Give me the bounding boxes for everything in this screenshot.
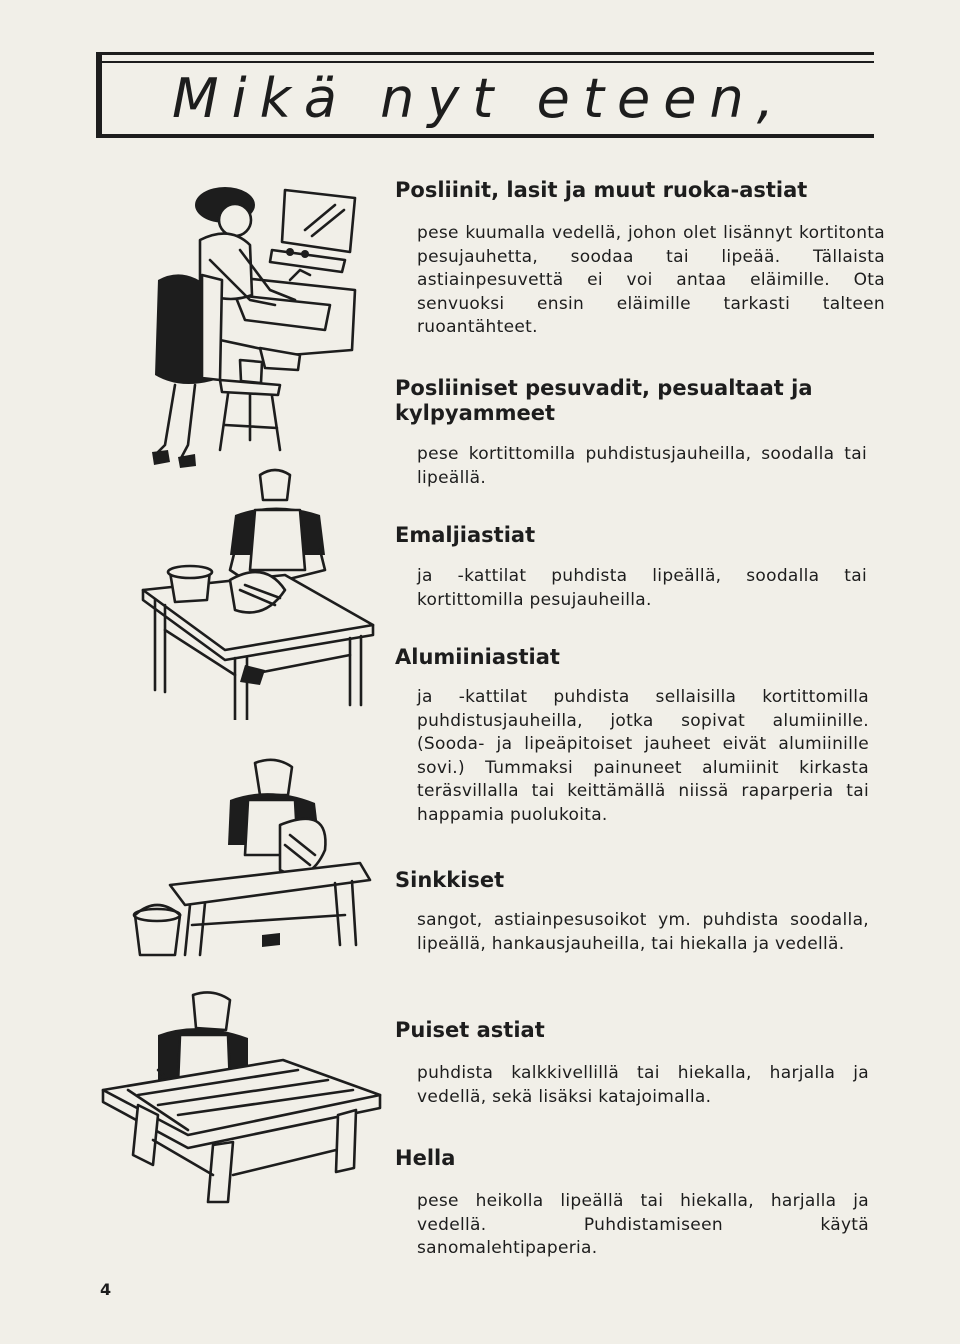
section-washbasins: [395, 376, 867, 490]
title-banner: [96, 52, 874, 138]
section-text: pese heikolla lipeällä tai hiekalla, harjalla ja vedellä. Puhdistamiseen käytä sanomalehtipaperia.: [417, 1191, 869, 1258]
section-heading: Hella: [395, 1146, 456, 1170]
section-heading: Emaljiastiat: [395, 523, 536, 547]
section-heading: Alumiiniastiat: [395, 645, 560, 669]
section-text: ja -kattilat puhdista sellaisilla kortittomilla puhdistusjauheilla, jotka sopivat alumiinille. (Sooda- ja lipeäpitoiset jauheet eivät alumiinille sovi.) Tummaksi painuneet alumiinit kirkasta teräsvillalla tai keittämällä niissä raparperia tai happamia puolukoita.: [417, 687, 869, 825]
illustration-woman-at-sink: [140, 180, 370, 470]
section-stove: [395, 1146, 885, 1261]
section-text: puhdista kalkkivellillä tai hiekalla, harjalla ja vedellä, sekä lisäksi katajoimalla.: [417, 1063, 869, 1107]
section-heading: Posliiniset pesuvadit, pesualtaat ja kylpyammeet: [395, 376, 813, 425]
page-number: 4: [100, 1280, 112, 1299]
section-wooden: [395, 1018, 885, 1109]
section-heading: Posliinit, lasit ja muut ruoka-astiat: [395, 178, 808, 202]
illustration-wooden-table: [98, 990, 383, 1205]
illustration-bench-bucket: [130, 755, 380, 960]
section-text: sangot, astiainpesusoikot ym. puhdista soodalla, lipeällä, hankausjauheilla, tai hiekalla ja vedellä.: [417, 910, 869, 954]
illustration-table-pots: [135, 460, 380, 720]
section-aluminium: [395, 645, 885, 827]
section-porcelain-glass: [395, 178, 885, 340]
section-text: pese kuumalla vedellä, johon olet lisännyt kortitonta pesujauhetta, soodaa tai lipeää. Tällaista astiainpesuvettä ei voi antaa eläimille. Ota senvuoksi ensin eläimille tarkasti talteen ruoantähteet.: [417, 223, 885, 337]
section-text: ja -kattilat puhdista lipeällä, soodalla tai kortittomilla pesujauheilla.: [417, 566, 867, 610]
section-heading: Puiset astiat: [395, 1018, 545, 1042]
section-text: pese kortittomilla puhdistusjauheilla, soodalla tai lipeällä.: [417, 444, 867, 488]
section-zinc: [395, 868, 885, 956]
section-enamel: [395, 523, 885, 612]
section-heading: Sinkkiset: [395, 868, 505, 892]
page-title: Mikä nyt eteen,: [172, 67, 787, 130]
